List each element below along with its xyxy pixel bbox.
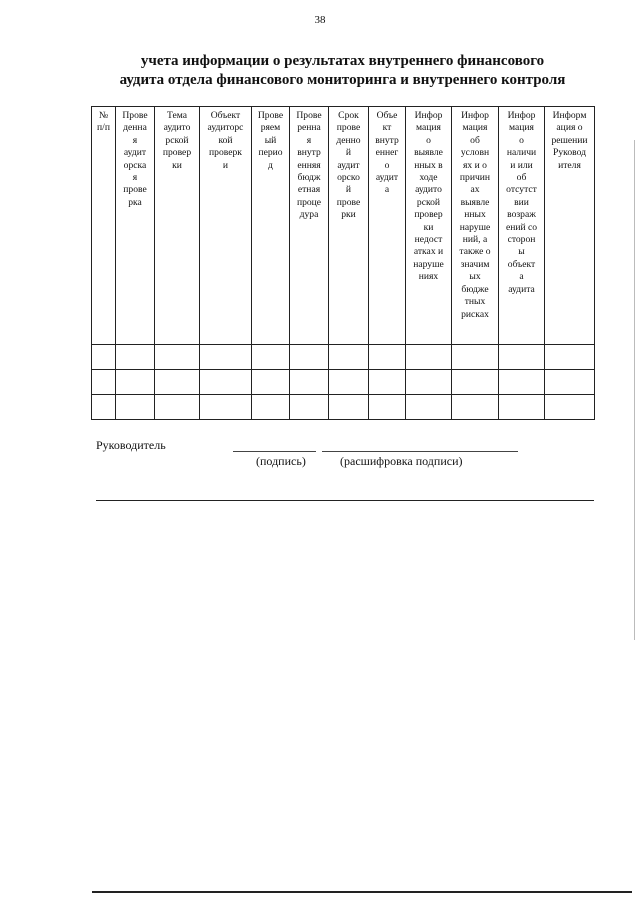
table-cell	[290, 395, 329, 420]
scan-edge-line	[634, 140, 635, 640]
signature-decoding-caption: (расшифровка подписи)	[340, 454, 463, 468]
column-header: Объе кт внутр еннег о аудит а	[369, 107, 406, 345]
column-header: Тема аудито рской провер ки	[155, 107, 200, 345]
column-header: Объект аудиторс кой проверк и	[200, 107, 252, 345]
page-number: 38	[314, 14, 326, 26]
table-cell	[329, 395, 369, 420]
signature-label: Руководитель	[96, 438, 166, 452]
column-header: Прове ряем ый перио д	[252, 107, 290, 345]
table-cell	[499, 370, 545, 395]
bottom-border-line	[92, 891, 632, 893]
document-title	[0, 52, 640, 90]
signature-caption: (подпись)	[256, 454, 306, 468]
table-cell	[116, 370, 155, 395]
table-row	[92, 370, 595, 395]
signature-decoding-line	[322, 451, 518, 452]
table-cell	[545, 395, 595, 420]
table-cell	[406, 395, 452, 420]
table-cell	[369, 395, 406, 420]
table-row	[92, 395, 595, 420]
column-header: № п/п	[92, 107, 116, 345]
table-cell	[200, 345, 252, 370]
table-cell	[155, 395, 200, 420]
column-header: Инфор мация о выявле нных в ходе аудито рской провер ки недост атках и наруше ниях	[406, 107, 452, 345]
table-cell	[290, 345, 329, 370]
table-cell	[290, 370, 329, 395]
table-cell	[252, 370, 290, 395]
table-header-row	[92, 107, 595, 345]
table-cell	[329, 345, 369, 370]
column-header: Информ ация о решении Руковод ителя	[545, 107, 595, 345]
table-cell	[452, 395, 499, 420]
table-cell	[116, 395, 155, 420]
column-header: Срок прове денно й аудит орско й прове рки	[329, 107, 369, 345]
column-header: Инфор мация о наличи и или об отсутст вии возраж ений со сторон ы объект а аудита	[499, 107, 545, 345]
table-cell	[499, 395, 545, 420]
table-body	[92, 345, 595, 420]
table-cell	[329, 370, 369, 395]
column-header: Прове денна я аудит орска я прове рка	[116, 107, 155, 345]
table-cell	[155, 370, 200, 395]
table-cell	[452, 345, 499, 370]
title-line-1: учета информации о результатах внутреннего финансового	[140, 53, 545, 69]
column-header: Прове ренна я внутр енняя бюдж етная проце дура	[290, 107, 329, 345]
table-cell	[369, 370, 406, 395]
table-cell	[406, 345, 452, 370]
column-header: Инфор мация об условн ях и о причин ах выявле нных наруше ний, а также о значим ых бюдже тных рисках	[452, 107, 499, 345]
table-cell	[406, 370, 452, 395]
signature-line	[233, 451, 316, 452]
table-cell	[499, 345, 545, 370]
table-cell	[252, 395, 290, 420]
table-cell	[200, 395, 252, 420]
table-cell	[545, 370, 595, 395]
separator-line	[96, 500, 594, 501]
title-line-2: аудита отдела финансового мониторинга и внутреннего контроля	[119, 72, 566, 88]
table-cell	[252, 345, 290, 370]
table-cell	[92, 395, 116, 420]
table-cell	[369, 345, 406, 370]
table-cell	[545, 345, 595, 370]
table-cell	[92, 370, 116, 395]
table-cell	[92, 345, 116, 370]
table-cell	[155, 345, 200, 370]
table-cell	[116, 345, 155, 370]
audit-journal-table	[91, 106, 595, 420]
table-cell	[452, 370, 499, 395]
table-cell	[200, 370, 252, 395]
table-row	[92, 345, 595, 370]
